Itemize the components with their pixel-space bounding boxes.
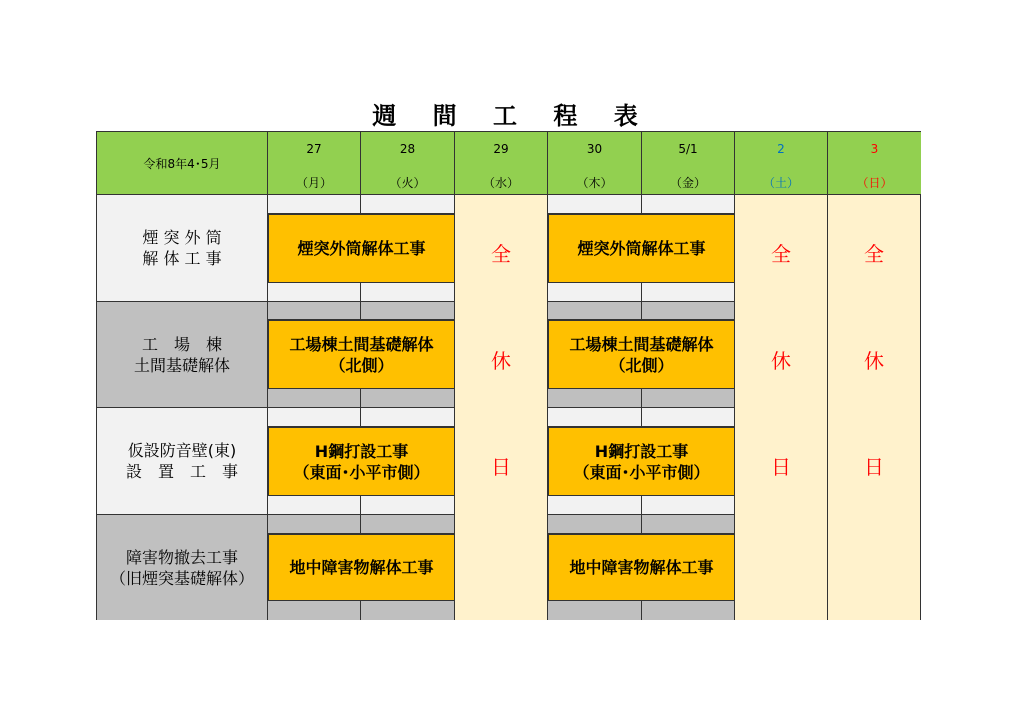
row-strip [361,408,455,427]
row-strip [642,408,735,427]
header-period-label: 令和8年4･5月 [97,132,268,195]
day-weekday: （木） [576,176,613,190]
day-date: 30 [586,142,603,156]
row-strip [642,496,735,515]
holiday-char: 全 [491,242,511,266]
row-label-line: 煙 突 外 筒 [142,228,222,247]
row-strip [361,389,455,408]
row-strip [361,302,455,320]
row-strip [642,302,735,320]
day-weekday: （火） [389,176,426,190]
task-bar-chimney-1 [268,214,455,283]
row-strip [268,389,361,408]
day-date: 27 [306,142,322,156]
day-weekday: （金） [669,176,706,190]
schedule-table [96,131,921,620]
row-label-line: 障害物撤去工事 [125,547,238,567]
task-bar-text: 地中障害物解体工事 [289,558,434,577]
row-strip [361,496,455,515]
header-day-28 [361,132,455,195]
task-bar-chimney-2 [548,214,735,283]
day-date: 3 [870,142,879,156]
row-strip [642,195,735,214]
row-strip [361,515,455,534]
task-bar-soundwall-2 [548,427,735,496]
row-label-chimney [97,195,268,302]
header-day-5-1 [642,132,735,195]
row-label-line: 設 置 工 事 [125,462,238,481]
row-strip [548,302,642,320]
day-weekday: （水） [482,176,519,190]
row-label-line: 工 場 棟 [141,334,222,354]
row-strip [548,408,642,427]
row-strip [548,283,642,302]
holiday-char: 休 [491,349,511,373]
day-date: 5/1 [678,142,698,156]
task-bar-text: 地中障害物解体工事 [569,558,714,577]
header-day-2-saturday [735,132,828,195]
row-label-soundwall [97,408,268,515]
holiday-column-29 [455,195,548,620]
task-bar-obstacle-1 [268,534,455,601]
row-label-line: 仮設防音壁(東) [127,441,237,460]
task-bar-factory-2 [548,320,735,389]
row-strip [268,601,361,620]
row-label-obstacle [97,515,268,620]
task-bar-text: H鋼打設工事 [594,441,689,461]
holiday-char: 日 [864,455,884,479]
task-bar-text: （東面･小平市側） [573,462,710,482]
row-label-factory [97,302,268,408]
row-strip [548,601,642,620]
task-bar-text: 工場棟土間基礎解体 [289,334,434,354]
task-bar-text: （北側） [329,355,394,375]
row-strip [268,195,361,214]
task-bar-text: 工場棟土間基礎解体 [569,334,714,354]
day-weekday: （月） [295,176,332,190]
holiday-column-3 [828,195,920,620]
row-strip [548,195,642,214]
row-strip [268,283,361,302]
task-bar-soundwall-1 [268,427,455,496]
page-title: 週 間 工 程 表 [372,102,652,130]
holiday-char: 休 [864,349,884,373]
task-bar-text: （北側） [609,355,674,375]
row-label-line: 解 体 工 事 [142,249,222,268]
row-label-line: 土間基礎解体 [133,355,230,375]
task-bar-text: 煙突外筒解体工事 [577,239,706,258]
row-strip [548,496,642,515]
holiday-char: 日 [491,455,511,479]
row-strip [642,601,735,620]
header-day-27 [268,132,361,195]
task-bar-factory-1 [268,320,455,389]
holiday-char: 全 [771,242,791,266]
row-strip [361,601,455,620]
day-date: 2 [777,142,785,156]
holiday-column-2 [735,195,828,620]
task-bar-text: H鋼打設工事 [314,441,409,461]
row-label-line: （旧煙突基礎解体） [109,568,254,588]
row-strip [268,515,361,534]
day-date: 29 [493,142,509,156]
row-strip [361,195,455,214]
row-strip [548,389,642,408]
header-day-3-sunday [828,132,921,195]
row-strip [268,408,361,427]
row-strip [642,389,735,408]
header-day-29 [455,132,548,195]
row-strip [642,515,735,534]
day-weekday: （土） [762,176,799,190]
row-strip [548,515,642,534]
row-strip [361,283,455,302]
row-strip [268,496,361,515]
holiday-char: 日 [771,455,791,479]
task-bar-obstacle-2 [548,534,735,601]
day-weekday: （日） [856,176,893,190]
task-bar-text: （東面･小平市側） [293,462,430,482]
task-bar-text: 煙突外筒解体工事 [297,239,426,258]
holiday-char: 全 [864,242,884,266]
header-day-30 [548,132,642,195]
row-strip [642,283,735,302]
holiday-char: 休 [771,349,791,373]
row-strip [268,302,361,320]
day-date: 28 [399,142,416,156]
